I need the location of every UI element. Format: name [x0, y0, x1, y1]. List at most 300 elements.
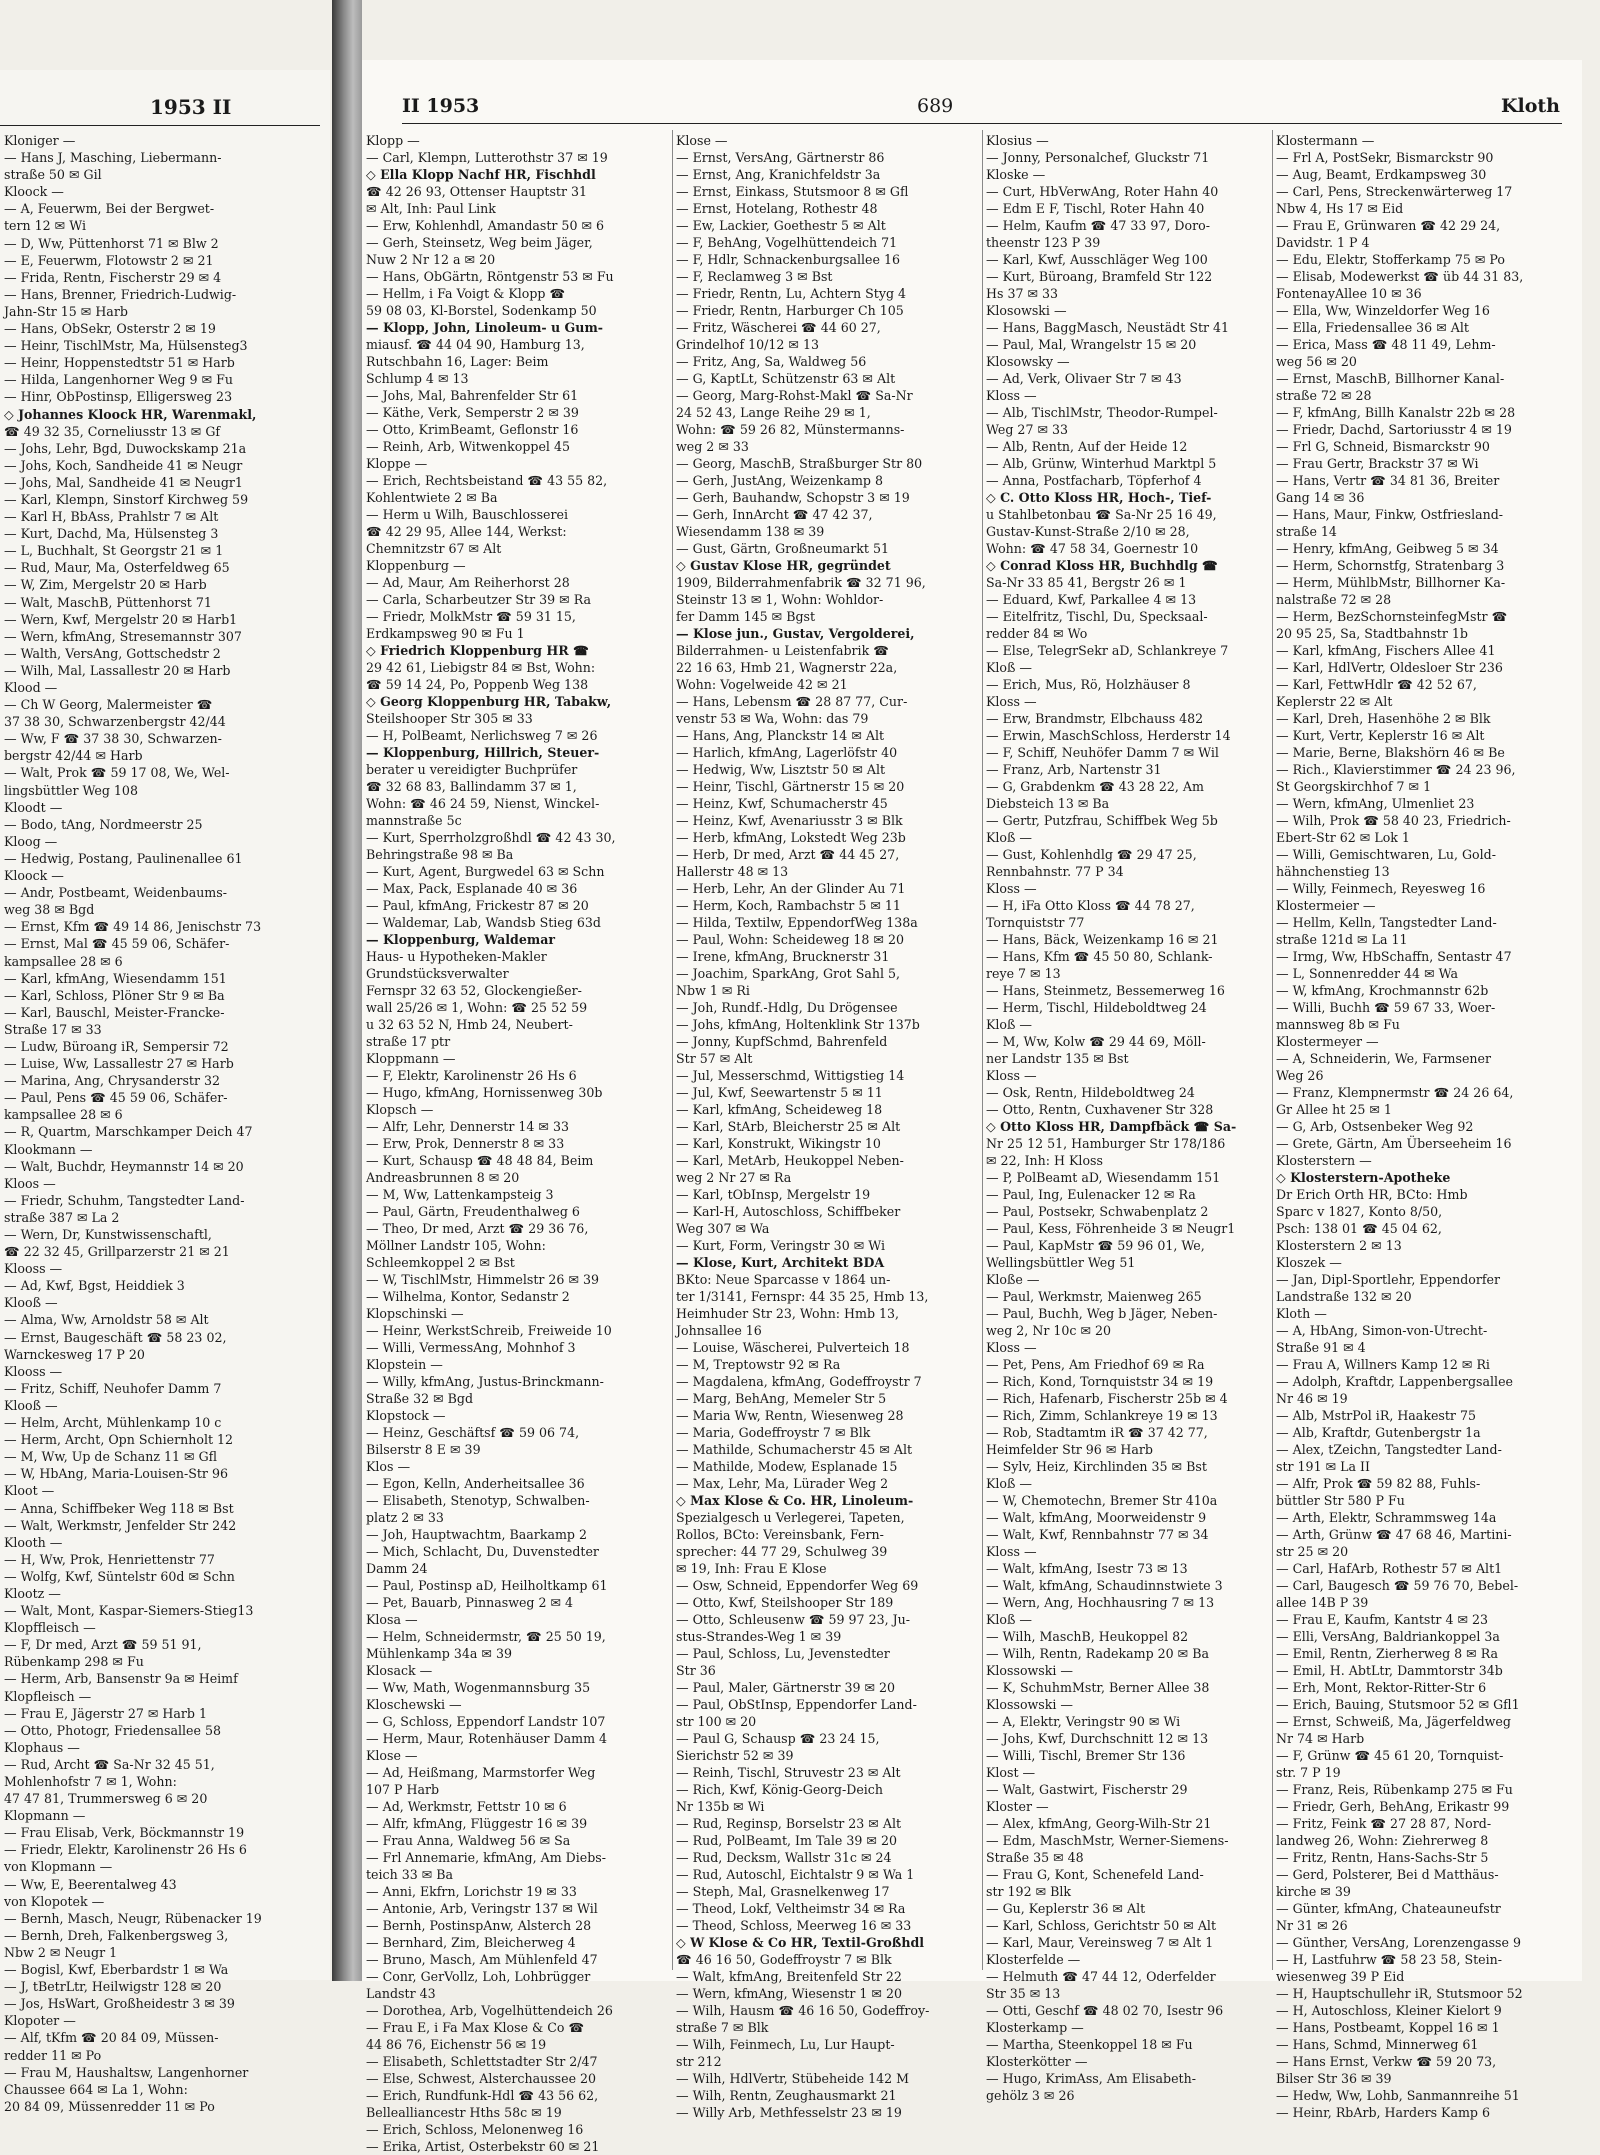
directory-line: Tornquiststr 77 — [986, 915, 1085, 930]
directory-line: — Frau Elisab, Verk, Böckmannstr 19 — [4, 1825, 245, 1841]
directory-line: — Walt, Gastwirt, Fischerstr 29 — [986, 1782, 1188, 1797]
surname-heading: Kloster — — [986, 1799, 1049, 1814]
left-page-column — [4, 132, 324, 2115]
directory-line: — Irene, kfmAng, Brucknerstr 31 — [676, 949, 890, 964]
directory-line: theenstr 123 P 39 — [986, 235, 1101, 250]
surname-heading: Kloodt — — [4, 799, 63, 815]
directory-line: — Ch W Georg, Malermeister ☎ — [4, 697, 213, 713]
directory-line: — Rob, Stadtamtm iR ☎ 37 42 77, — [986, 1425, 1208, 1440]
surname-heading: Klopmann — — [4, 1808, 86, 1824]
directory-line: — Fritz, Wäscherei ☎ 44 60 27, — [676, 320, 881, 335]
surname-heading: Klopp — — [366, 133, 420, 148]
directory-line: — Johs, Lehr, Bgd, Duwockskamp 21a — [4, 440, 247, 456]
directory-line: — Mich, Schlacht, Du, Duvenstedter — [366, 1544, 599, 1559]
directory-line: — Ernst, Hotelang, Rothestr 48 — [676, 201, 878, 216]
directory-line: — Hedw, Ww, Lohb, Sanmannreihe 51 — [1276, 2088, 1520, 2103]
directory-line: — Magdalena, kfmAng, Godeffroystr 7 — [676, 1374, 922, 1389]
directory-line: — Hedwig, Postang, Paulinenallee 61 — [4, 850, 243, 866]
directory-line: — Paul, Postinsp aD, Heilholtkamp 61 — [366, 1578, 608, 1593]
surname-heading: Klopsch — — [366, 1102, 434, 1117]
directory-line: — Franz, Arb, Nartenstr 31 — [986, 762, 1162, 777]
directory-line: — Rud, Maur, Ma, Osterfeldweg 65 — [4, 560, 230, 576]
directory-line: — Erich, Bauing, Stutsmoor 52 ✉ Gfl1 — [1276, 1697, 1520, 1712]
directory-line: — H, Hauptschullehr iR, Stutsmoor 52 — [1276, 1986, 1523, 2001]
directory-line: Steilshooper Str 305 ✉ 33 — [366, 711, 533, 726]
directory-line: — Kurt, Sperrholzgroßhdl ☎ 42 43 30, — [366, 830, 616, 845]
directory-line: — Paul, ObStInsp, Eppendorfer Land- — [676, 1697, 917, 1712]
surname-heading: Klose — — [676, 133, 728, 148]
directory-line: — Kloppenburg, Hillrich, Steuer- — [366, 745, 600, 760]
directory-line: — Willi, Gemischtwaren, Lu, Gold- — [1276, 847, 1496, 862]
directory-line: — Frau E, Jägerstr 27 ✉ Harb 1 — [4, 1705, 207, 1721]
directory-line: — Erica, Mass ☎ 48 11 49, Lehm- — [1276, 337, 1496, 352]
directory-line: Sierichstr 52 ✉ 39 — [676, 1748, 794, 1763]
directory-line: — Bodo, tAng, Nordmeerstr 25 — [4, 816, 203, 832]
surname-heading: Kloss — — [986, 694, 1037, 709]
directory-line: — A, Schneiderin, We, Farmsener — [1276, 1051, 1491, 1066]
directory-line: — Rich., Klavierstimmer ☎ 24 23 96, — [1276, 762, 1516, 777]
directory-line: — Reinh, Tischl, Struvestr 23 ✉ Alt — [676, 1765, 901, 1780]
surname-heading: Kloss — — [986, 388, 1037, 403]
directory-line: — Eduard, Kwf, Parkallee 4 ✉ 13 — [986, 592, 1197, 607]
directory-line: — Rud, Decksm, Wallstr 31c ✉ 24 — [676, 1850, 892, 1865]
directory-line: — Johs, Mal, Bahrenfelder Str 61 — [366, 388, 579, 403]
directory-line: — Heinr, TischlMstr, Ma, Hülsensteg3 — [4, 338, 248, 354]
directory-line: — Paul, Pens ☎ 45 59 06, Schäfer- — [4, 1090, 228, 1106]
directory-line: kampsallee 28 ✉ 6 — [4, 953, 123, 969]
directory-line: 44 86 76, Eichenstr 56 ✉ 19 — [366, 2037, 547, 2052]
surname-heading: Klopfleisch — — [4, 1688, 92, 1704]
directory-line: — Karl, Maur, Vereinsweg 7 ✉ Alt 1 — [986, 1935, 1214, 1950]
directory-line: — Gust, Kohlenhdlg ☎ 29 47 25, — [986, 847, 1197, 862]
directory-line: — Klose jun., Gustav, Vergolderei, — [676, 626, 915, 641]
directory-line: Nr 31 ✉ 26 — [1276, 1918, 1348, 1933]
directory-line: — Karl, MetArb, Heukoppel Neben- — [676, 1153, 904, 1168]
directory-line: — F, Elektr, Karolinenstr 26 Hs 6 — [366, 1068, 577, 1083]
directory-line: 1909, Bilderrahmenfabrik ☎ 32 71 96, — [676, 575, 926, 590]
directory-line: — W, kfmAng, Krochmannstr 62b — [1276, 983, 1489, 998]
directory-line: Wohn: Vogelweide 42 ✉ 21 — [676, 677, 848, 692]
directory-line: büttler Str 580 P Fu — [1276, 1493, 1405, 1508]
directory-line: Gang 14 ✉ 36 — [1276, 490, 1365, 505]
directory-line: — Sylv, Heiz, Kirchlinden 35 ✉ Bst — [986, 1459, 1207, 1474]
directory-line: ☎ 32 68 83, Ballindamm 37 ✉ 1, — [366, 779, 577, 794]
directory-line: — Ernst, Einkass, Stutsmoor 8 ✉ Gfl — [676, 184, 909, 199]
directory-line: — Ernst, VersAng, Gärtnerstr 86 — [676, 150, 885, 165]
directory-line: — Rud, Archt ☎ Sa-Nr 32 45 51, — [4, 1756, 215, 1772]
directory-line: — Pet, Pens, Am Friedhof 69 ✉ Ra — [986, 1357, 1205, 1372]
directory-line: — Wilh, Feinmech, Lu, Lur Haupt- — [676, 2037, 895, 2052]
directory-line: Fernspr 32 63 52, Glockengießer- — [366, 983, 582, 998]
surname-heading: Klostermeier — — [1276, 898, 1376, 913]
surname-heading: Kloss — — [986, 1340, 1037, 1355]
directory-line: — E, Feuerwm, Flotowstr 2 ✉ 21 — [4, 252, 214, 268]
directory-line: ◇ Georg Kloppenburg HR, Tabakw, — [366, 694, 612, 709]
directory-line: — L, Buchhalt, St Georgstr 21 ✉ 1 — [4, 543, 224, 559]
directory-column-2 — [676, 132, 976, 2121]
directory-line: Warnckesweg 17 P 20 — [4, 1346, 145, 1362]
surname-heading: Kloße — — [986, 1272, 1040, 1287]
directory-line: BKto: Neue Sparcasse v 1864 un- — [676, 1272, 891, 1287]
directory-line: — Pet, Bauarb, Pinnasweg 2 ✉ 4 — [366, 1595, 574, 1610]
surname-heading: Klosterstern — — [1276, 1153, 1372, 1168]
directory-line: Nuw 2 Nr 12 a ✉ 20 — [366, 252, 496, 267]
directory-line: Landstr 43 — [366, 1986, 436, 2001]
directory-line: — Alb, Kraftdr, Gutenbergstr 1a — [1276, 1425, 1481, 1440]
directory-line: str 25 ✉ 20 — [1276, 1544, 1349, 1559]
directory-line: Wellingsbüttler Weg 51 — [986, 1255, 1136, 1270]
surname-heading: Kloske — — [986, 167, 1046, 182]
directory-line: Sa-Nr 33 85 41, Bergstr 26 ✉ 1 — [986, 575, 1187, 590]
directory-line: — Otto, Kwf, Steilshooper Str 189 — [676, 1595, 894, 1610]
surname-heading: Kloth — — [1276, 1306, 1327, 1321]
directory-line: — Hans, Ang, Planckstr 14 ✉ Alt — [676, 728, 885, 743]
directory-line: — Fritz, Schiff, Neuhofer Damm 7 — [4, 1380, 222, 1396]
directory-line: Weg 26 — [1276, 1068, 1324, 1083]
directory-line: — W, TischlMstr, Himmelstr 26 ✉ 39 — [366, 1272, 600, 1287]
directory-line: straße 17 ptr — [366, 1034, 451, 1049]
directory-line: — Friedr, Elektr, Karolinenstr 26 Hs 6 — [4, 1842, 247, 1858]
directory-line: — Ernst, Kfm ☎ 49 14 86, Jenischstr 73 — [4, 919, 262, 935]
directory-line: — Paul, Mal, Wrangelstr 15 ✉ 20 — [986, 337, 1197, 352]
directory-line: Hallerstr 48 ✉ 13 — [676, 864, 789, 879]
directory-line: — W, Zim, Mergelstr 20 ✉ Harb — [4, 577, 207, 593]
surname-heading: Kloszek — — [1276, 1255, 1342, 1270]
directory-line: ✉ Alt, Inh: Paul Link — [366, 201, 496, 216]
directory-line: — Herm, Archt, Opn Schiernholt 12 — [4, 1432, 234, 1448]
directory-line: — Ernst, Mal ☎ 45 59 06, Schäfer- — [4, 936, 230, 952]
header-guide-word: Kloth — [1501, 95, 1560, 117]
surname-heading: Klooss — — [4, 1363, 63, 1379]
directory-line: — Paul, kfmAng, Frickestr 87 ✉ 20 — [366, 898, 589, 913]
directory-line: Andreasbrunnen 8 ✉ 20 — [366, 1170, 520, 1185]
directory-line: — Kurt, Vertr, Keplerstr 16 ✉ Alt — [1276, 728, 1485, 743]
directory-line: — Friedr, Schuhm, Tangstedter Land- — [4, 1192, 245, 1208]
surname-heading: Kloppmann — — [366, 1051, 456, 1066]
directory-line: — Grete, Gärtn, Am Überseeheim 16 — [1276, 1136, 1512, 1151]
directory-line: — Willy, kfmAng, Justus-Brinckmann- — [366, 1374, 604, 1389]
directory-line: — F, Schiff, Neuhöfer Damm 7 ✉ Wil — [986, 745, 1219, 760]
directory-line: — Antonie, Arb, Veringstr 137 ✉ Wil — [366, 1901, 598, 1916]
directory-line: ◇ Otto Kloss HR, Dampfbäck ☎ Sa- — [986, 1119, 1237, 1134]
directory-line: — Fritz, Ang, Sa, Waldweg 56 — [676, 354, 867, 369]
directory-line: — Georg, Marg-Rohst-Makl ☎ Sa-Nr — [676, 388, 913, 403]
surname-heading: Kloppe — — [366, 456, 428, 471]
directory-line: — Carla, Scharbeutzer Str 39 ✉ Ra — [366, 592, 591, 607]
directory-line: — Klose, Kurt, Architekt BDA — [676, 1255, 885, 1270]
surname-heading: Klos — — [366, 1459, 411, 1474]
directory-line: — Otto, KrimBeamt, Geflonstr 16 — [366, 422, 579, 437]
directory-line: — Paul, Werkmstr, Maienweg 265 — [986, 1289, 1202, 1304]
directory-line: 20 95 25, Sa, Stadtbahnstr 1b — [1276, 626, 1468, 641]
directory-line: — Luise, Ww, Lassallestr 27 ✉ Harb — [4, 1056, 234, 1072]
directory-line: — Emil, Rentn, Zierherweg 8 ✉ Ra — [1276, 1646, 1499, 1661]
directory-line: — Anni, Ekfrn, Lorichstr 19 ✉ 33 — [366, 1884, 577, 1899]
directory-line: Nr 25 12 51, Hamburger Str 178/186 — [986, 1136, 1226, 1151]
directory-line: — Walt, Mont, Kaspar-Siemers-Stieg13 — [4, 1603, 254, 1619]
directory-line: u 32 63 52 N, Hmb 24, Neubert- — [366, 1017, 573, 1032]
directory-line: — Frau G, Kont, Schenefeld Land- — [986, 1867, 1204, 1882]
directory-line: — L, Sonnenredder 44 ✉ Wa — [1276, 966, 1458, 981]
directory-line: — Paul, Wohn: Scheideweg 18 ✉ 20 — [676, 932, 904, 947]
directory-line: — W, HbAng, Maria-Louisen-Str 96 — [4, 1466, 228, 1482]
directory-line: ◇ Friedrich Kloppenburg HR ☎ — [366, 643, 589, 658]
directory-line: — Heinz, Kwf, Schumacherstr 45 — [676, 796, 888, 811]
directory-line: Weg 27 ✉ 33 — [986, 422, 1069, 437]
directory-line: — Jul, Kwf, Seewartenstr 5 ✉ 11 — [676, 1085, 883, 1100]
directory-line: — Hans Ernst, Verkw ☎ 59 20 73, — [1276, 2054, 1497, 2069]
directory-line: Nr 46 ✉ 19 — [1276, 1391, 1348, 1406]
directory-line: Damm 24 — [366, 1561, 428, 1576]
directory-line: — Ww, E, Beerentalweg 43 — [4, 1876, 177, 1892]
directory-line: — Paul, Postsekr, Schwabenplatz 2 — [986, 1204, 1209, 1219]
directory-line: — Fritz, Feink ☎ 27 28 87, Nord- — [1276, 1816, 1492, 1831]
directory-line: — W, Chemotechn, Bremer Str 410a — [986, 1493, 1218, 1508]
directory-line: — Hans J, Masching, Liebermann- — [4, 150, 222, 166]
surname-heading: Kloot — — [4, 1483, 55, 1499]
directory-line: — A, Elektr, Veringstr 90 ✉ Wi — [986, 1714, 1181, 1729]
directory-line: — H, iFa Otto Kloss ☎ 44 78 27, — [986, 898, 1195, 913]
directory-line: Ebert-Str 62 ✉ Lok 1 — [1276, 830, 1410, 845]
directory-line: — Hans, Postbeamt, Koppel 16 ✉ 1 — [1276, 2020, 1500, 2035]
directory-line: ter 1/3141, Fernspr: 44 35 25, Hmb 13, — [676, 1289, 929, 1304]
directory-line: — Reinh, Arb, Witwenkoppel 45 — [366, 439, 570, 454]
page-number: 689 — [917, 95, 954, 117]
directory-line: — Karl, HdlVertr, Oldesloer Str 236 — [1276, 660, 1503, 675]
directory-line: allee 14B P 39 — [1276, 1595, 1369, 1610]
directory-line: Straße 32 ✉ Bgd — [366, 1391, 474, 1406]
directory-line: — Wern, Dr, Kunstwissenschaftl, — [4, 1227, 212, 1242]
directory-line: reye 7 ✉ 13 — [986, 966, 1061, 981]
directory-line: — Alex, kfmAng, Georg-Wilh-Str 21 — [986, 1816, 1212, 1831]
directory-line: — G, KaptLt, Schützenstr 63 ✉ Alt — [676, 371, 896, 386]
directory-line: — Hinr, ObPostinsp, Elligersweg 23 — [4, 389, 233, 405]
directory-line: — Alfr, Lehr, Dennerstr 14 ✉ 33 — [366, 1119, 569, 1134]
directory-line: — Jonny, Personalchef, Gluckstr 71 — [986, 150, 1210, 165]
directory-line: Straße 35 ✉ 48 — [986, 1850, 1084, 1865]
directory-line: — Willi, Tischl, Bremer Str 136 — [986, 1748, 1186, 1763]
left-page-rule — [0, 125, 320, 126]
directory-line: 24 52 43, Lange Reihe 29 ✉ 1, — [676, 405, 871, 420]
directory-line: — Erw, Prok, Dennerstr 8 ✉ 33 — [366, 1136, 565, 1151]
directory-line: str 192 ✉ Blk — [986, 1884, 1072, 1899]
surname-heading: Kloß — — [986, 1017, 1033, 1032]
directory-column-1 — [366, 132, 666, 2155]
directory-line: — Egon, Kelln, Anderheitsallee 36 — [366, 1476, 585, 1491]
directory-line: — Hugo, KrimAss, Am Elisabeth- — [986, 2071, 1196, 2086]
directory-line: — Osw, Schneid, Eppendorfer Weg 69 — [676, 1578, 919, 1593]
directory-line: — Hans, Maur, Finkw, Ostfriesland- — [1276, 507, 1504, 522]
directory-line: — Walt, kfmAng, Moorweidenstr 9 — [986, 1510, 1207, 1525]
directory-line: — Kurt, Büroang, Bramfeld Str 122 — [986, 269, 1213, 284]
directory-line: Grindelhof 10/12 ✉ 13 — [676, 337, 819, 352]
directory-line: Chemnitzstr 67 ✉ Alt — [366, 541, 502, 556]
directory-line: — Andr, Postbeamt, Weidenbaums- — [4, 885, 227, 901]
directory-line: — Steph, Mal, Grasnelkenweg 17 — [676, 1884, 890, 1899]
directory-line: Bilser Str 36 ✉ 39 — [1276, 2071, 1392, 2086]
directory-line: ☎ 42 29 95, Allee 144, Werkst: — [366, 524, 567, 539]
directory-line: 37 38 30, Schwarzenbergstr 42/44 — [4, 714, 226, 730]
surname-heading: Klosa — — [366, 1612, 418, 1627]
directory-line: wall 25/26 ✉ 1, Wohn: ☎ 25 52 59 — [366, 1000, 588, 1015]
directory-line: ◇ W Klose & Co HR, Textil-Großhdl — [676, 1935, 925, 1950]
directory-line: — Karl, Dreh, Hasenhöhe 2 ✉ Blk — [1276, 711, 1491, 726]
directory-line: straße 72 ✉ 28 — [1276, 388, 1372, 403]
directory-line: u Stahlbetonbau ☎ Sa-Nr 25 16 49, — [986, 507, 1217, 522]
directory-line: Psch: 138 01 ☎ 45 04 62, — [1276, 1221, 1442, 1236]
directory-line: — Wern, kfmAng, Ulmenliet 23 — [1276, 796, 1475, 811]
surname-heading: Klose — — [366, 1748, 418, 1763]
directory-line: — Waldemar, Lab, Wandsb Stieg 63d — [366, 915, 601, 930]
directory-line: — Paul, Schloss, Lu, Jevenstedter — [676, 1646, 890, 1661]
directory-line: — Curt, HbVerwAng, Roter Hahn 40 — [986, 184, 1219, 199]
directory-line: — Willy Arb, Methfesselstr 23 ✉ 19 — [676, 2105, 902, 2120]
directory-line: — F, BehAng, Vogelhüttendeich 71 — [676, 235, 898, 250]
directory-line: ☎ 22 32 45, Grillparzerstr 21 ✉ 21 — [4, 1244, 230, 1260]
surname-heading: Klostermann — — [1276, 133, 1375, 148]
directory-line: kirche ✉ 39 — [1276, 1884, 1351, 1899]
directory-line: Rennbahnstr. 77 P 34 — [986, 864, 1124, 879]
directory-line: — Frau Gertr, Brackstr 37 ✉ Wi — [1276, 456, 1479, 471]
directory-line: landweg 26, Wohn: Ziehrerweg 8 — [1276, 1833, 1489, 1848]
directory-line: — Hans, Bäck, Weizenkamp 16 ✉ 21 — [986, 932, 1219, 947]
directory-line: — Jul, Messerschmd, Wittigstieg 14 — [676, 1068, 905, 1083]
directory-line: Möllner Landstr 105, Wohn: — [366, 1238, 546, 1253]
directory-line: — Frau E, i Fa Max Klose & Co ☎ — [366, 2020, 585, 2035]
directory-line: — Marina, Ang, Chrysanderstr 32 — [4, 1073, 221, 1089]
directory-line: — M, Treptowstr 92 ✉ Ra — [676, 1357, 841, 1372]
directory-line: Heimfelder Str 96 ✉ Harb — [986, 1442, 1153, 1457]
directory-line: — Wilh, MaschB, Heukoppel 82 — [986, 1629, 1189, 1644]
directory-line: — Herm, Arb, Bansenstr 9a ✉ Heimf — [4, 1671, 238, 1687]
directory-line: — Hellm, i Fa Voigt & Klopp ☎ — [366, 286, 566, 301]
directory-line: Nbw 4, Hs 17 ✉ Eid — [1276, 201, 1404, 216]
directory-line: Landstraße 132 ✉ 20 — [1276, 1289, 1412, 1304]
directory-line: — Elisabeth, Stenotyp, Schwalben- — [366, 1493, 590, 1508]
directory-line: — Ernst, MaschB, Billhorner Kanal- — [1276, 371, 1505, 386]
directory-line: — Edm E F, Tischl, Roter Hahn 40 — [986, 201, 1205, 216]
directory-line: — Kurt, Form, Veringstr 30 ✉ Wi — [676, 1238, 886, 1253]
directory-line: Schlump 4 ✉ 13 — [366, 371, 469, 386]
directory-line: — Kurt, Schausp ☎ 48 48 84, Beim — [366, 1153, 594, 1168]
directory-line: — Hilda, Langenhorner Weg 9 ✉ Fu — [4, 372, 233, 388]
directory-line: — Paul, Ing, Eulenacker 12 ✉ Ra — [986, 1187, 1196, 1202]
directory-line: — Paul, Gärtn, Freudenthalweg 6 — [366, 1204, 580, 1219]
directory-line: — Paul G, Schausp ☎ 23 24 15, — [676, 1731, 880, 1746]
directory-line: — Heinr, Hoppenstedtstr 51 ✉ Harb — [4, 355, 235, 371]
directory-line: St Georgskirchhof 7 ✉ 1 — [1276, 779, 1432, 794]
directory-line: — Johs, Kwf, Durchschnitt 12 ✉ 13 — [986, 1731, 1209, 1746]
directory-line: — Karl, Kwf, Ausschläger Weg 100 — [986, 252, 1208, 267]
directory-line: — Max, Lehr, Ma, Lürader Weg 2 — [676, 1476, 889, 1491]
directory-line: — Paul, KapMstr ☎ 59 96 01, We, — [986, 1238, 1205, 1253]
directory-line: ◇ Max Klose & Co. HR, Linoleum- — [676, 1493, 914, 1508]
directory-line: — Elisabeth, Schlettstadter Str 2/47 — [366, 2054, 598, 2069]
directory-line: — Hans, Lebensm ☎ 28 87 77, Cur- — [676, 694, 908, 709]
surname-heading: Klooß — — [4, 1397, 58, 1413]
directory-line: — Wilh, Rentn, Radekamp 20 ✉ Ba — [986, 1646, 1210, 1661]
directory-line: — Karl H, BbAss, Prahlstr 7 ✉ Alt — [4, 509, 219, 525]
directory-line: — Wilh, Rentn, Zeughausmarkt 21 — [676, 2088, 897, 2103]
directory-line: — Herm, MühlbMstr, Billhorner Ka- — [1276, 575, 1506, 590]
directory-line: — Käthe, Verk, Semperstr 2 ✉ 39 — [366, 405, 579, 420]
directory-line: — Theod, Lokf, Veltheimstr 34 ✉ Ra — [676, 1901, 906, 1916]
directory-line: — Osk, Rentn, Hildeboldtweg 24 — [986, 1085, 1195, 1100]
directory-line: — Erh, Mont, Rektor-Ritter-Str 6 — [1276, 1680, 1487, 1695]
directory-line: straße 121d ✉ La 11 — [1276, 932, 1408, 947]
directory-line: — Herb, Dr med, Arzt ☎ 44 45 27, — [676, 847, 900, 862]
directory-line: — Carl, Klempn, Lutterothstr 37 ✉ 19 — [366, 150, 608, 165]
directory-line: — Herm, Koch, Rambachstr 5 ✉ 11 — [676, 898, 901, 913]
directory-line: — Hans, Vertr ☎ 34 81 36, Breiter — [1276, 473, 1500, 488]
right-page — [362, 60, 1582, 2154]
directory-line: — Wilh, Mal, Lassallestr 20 ✉ Harb — [4, 662, 231, 678]
surname-heading: Klossowski — — [986, 1697, 1074, 1712]
directory-line: — Herb, kfmAng, Lokstedt Weg 23b — [676, 830, 906, 845]
surname-heading: Klopstein — — [366, 1357, 443, 1372]
directory-line: — Otto, Rentn, Cuxhavener Str 328 — [986, 1102, 1214, 1117]
directory-line: — Günther, VersAng, Lorenzengasse 9 — [1276, 1935, 1521, 1950]
directory-line: — F, Grünw ☎ 45 61 20, Tornquist- — [1276, 1748, 1504, 1763]
directory-line: ✉ 19, Inh: Frau E Klose — [676, 1561, 827, 1576]
directory-line: — Gerh, JustAng, Weizenkamp 8 — [676, 473, 883, 488]
surname-heading: Klood — — [4, 680, 58, 695]
directory-line: — Ad, Maur, Am Reiherhorst 28 — [366, 575, 570, 590]
surname-heading: Klossowski — — [986, 1663, 1074, 1678]
directory-line: — Karl, Konstrukt, Wikingstr 10 — [676, 1136, 881, 1151]
directory-line: mannstraße 5c — [366, 813, 462, 828]
surname-heading: Klopoter — — [4, 2013, 76, 2029]
directory-line: — Bruno, Masch, Am Mühlenfeld 47 — [366, 1952, 598, 1967]
directory-line: ☎ 42 26 93, Ottenser Hauptstr 31 — [366, 184, 588, 199]
surname-heading: Kloock — — [4, 184, 64, 200]
directory-line: str 212 — [676, 2054, 722, 2069]
directory-line: — Hans, Kfm ☎ 45 50 80, Schlank- — [986, 949, 1213, 964]
directory-line: — Joachim, SparkAng, Grot Sahl 5, — [676, 966, 901, 981]
directory-line: — Walt, Werkmstr, Jenfelder Str 242 — [4, 1517, 237, 1533]
directory-line: — Ww, Math, Wogenmannsburg 35 — [366, 1680, 591, 1695]
directory-line: — Else, TelegrSekr aD, Schlankreye 7 — [986, 643, 1229, 658]
directory-line: Rübenkamp 298 ✉ Fu — [4, 1654, 144, 1670]
directory-line: Weg 307 ✉ Wa — [676, 1221, 770, 1236]
directory-line: — Franz, Klempnermstr ☎ 24 26 64, — [1276, 1085, 1514, 1100]
directory-line: — Helm, Schneidermstr, ☎ 25 50 19, — [366, 1629, 606, 1644]
directory-line: — Joh, Rundf.-Hdlg, Du Drögensee — [676, 1000, 898, 1015]
directory-line: weg 2 ✉ 33 — [676, 439, 749, 454]
directory-line: Spezialgesch u Verlegerei, Tapeten, — [676, 1510, 905, 1525]
directory-line: — Kurt, Dachd, Ma, Hülsensteg 3 — [4, 526, 219, 542]
directory-line: — Erich, Rundfunk-Hdl ☎ 43 56 62, — [366, 2088, 599, 2103]
header-volume-year: II 1953 — [402, 95, 480, 117]
directory-line: — G, Schloss, Eppendorf Landstr 107 — [366, 1714, 606, 1729]
directory-line: — Kurt, Agent, Burgwedel 63 ✉ Schn — [366, 864, 605, 879]
directory-line: — Jonny, KupfSchmd, Bahrenfeld — [676, 1034, 888, 1049]
directory-line: — Walt, MaschB, Püttenhorst 71 — [4, 594, 212, 610]
directory-line: — Hans, BaggMasch, Neustädt Str 41 — [986, 320, 1230, 335]
directory-line: — Klopp, John, Linoleum- u Gum- — [366, 320, 604, 335]
directory-line: — Walth, VersAng, Gottschedstr 2 — [4, 645, 221, 661]
directory-line: — Hugo, kfmAng, Hornissenweg 30b — [366, 1085, 603, 1100]
directory-line: — Heinz, Kwf, Avenariusstr 3 ✉ Blk — [676, 813, 903, 828]
surname-heading: Klosack — — [366, 1663, 433, 1678]
directory-line: — Gerh, InnArcht ☎ 47 42 37, — [676, 507, 873, 522]
surname-heading: Kloß — — [986, 1612, 1033, 1627]
directory-line: redder 84 ✉ Wo — [986, 626, 1088, 641]
directory-line: — Herm, Tischl, Hildeboldtweg 24 — [986, 1000, 1207, 1015]
directory-line: — Friedr, MolkMstr ☎ 59 31 15, — [366, 609, 576, 624]
directory-line: wiesenweg 39 P Eid — [1276, 1969, 1405, 1984]
directory-line: — Frl G, Schneid, Bismarckstr 90 — [1276, 439, 1490, 454]
